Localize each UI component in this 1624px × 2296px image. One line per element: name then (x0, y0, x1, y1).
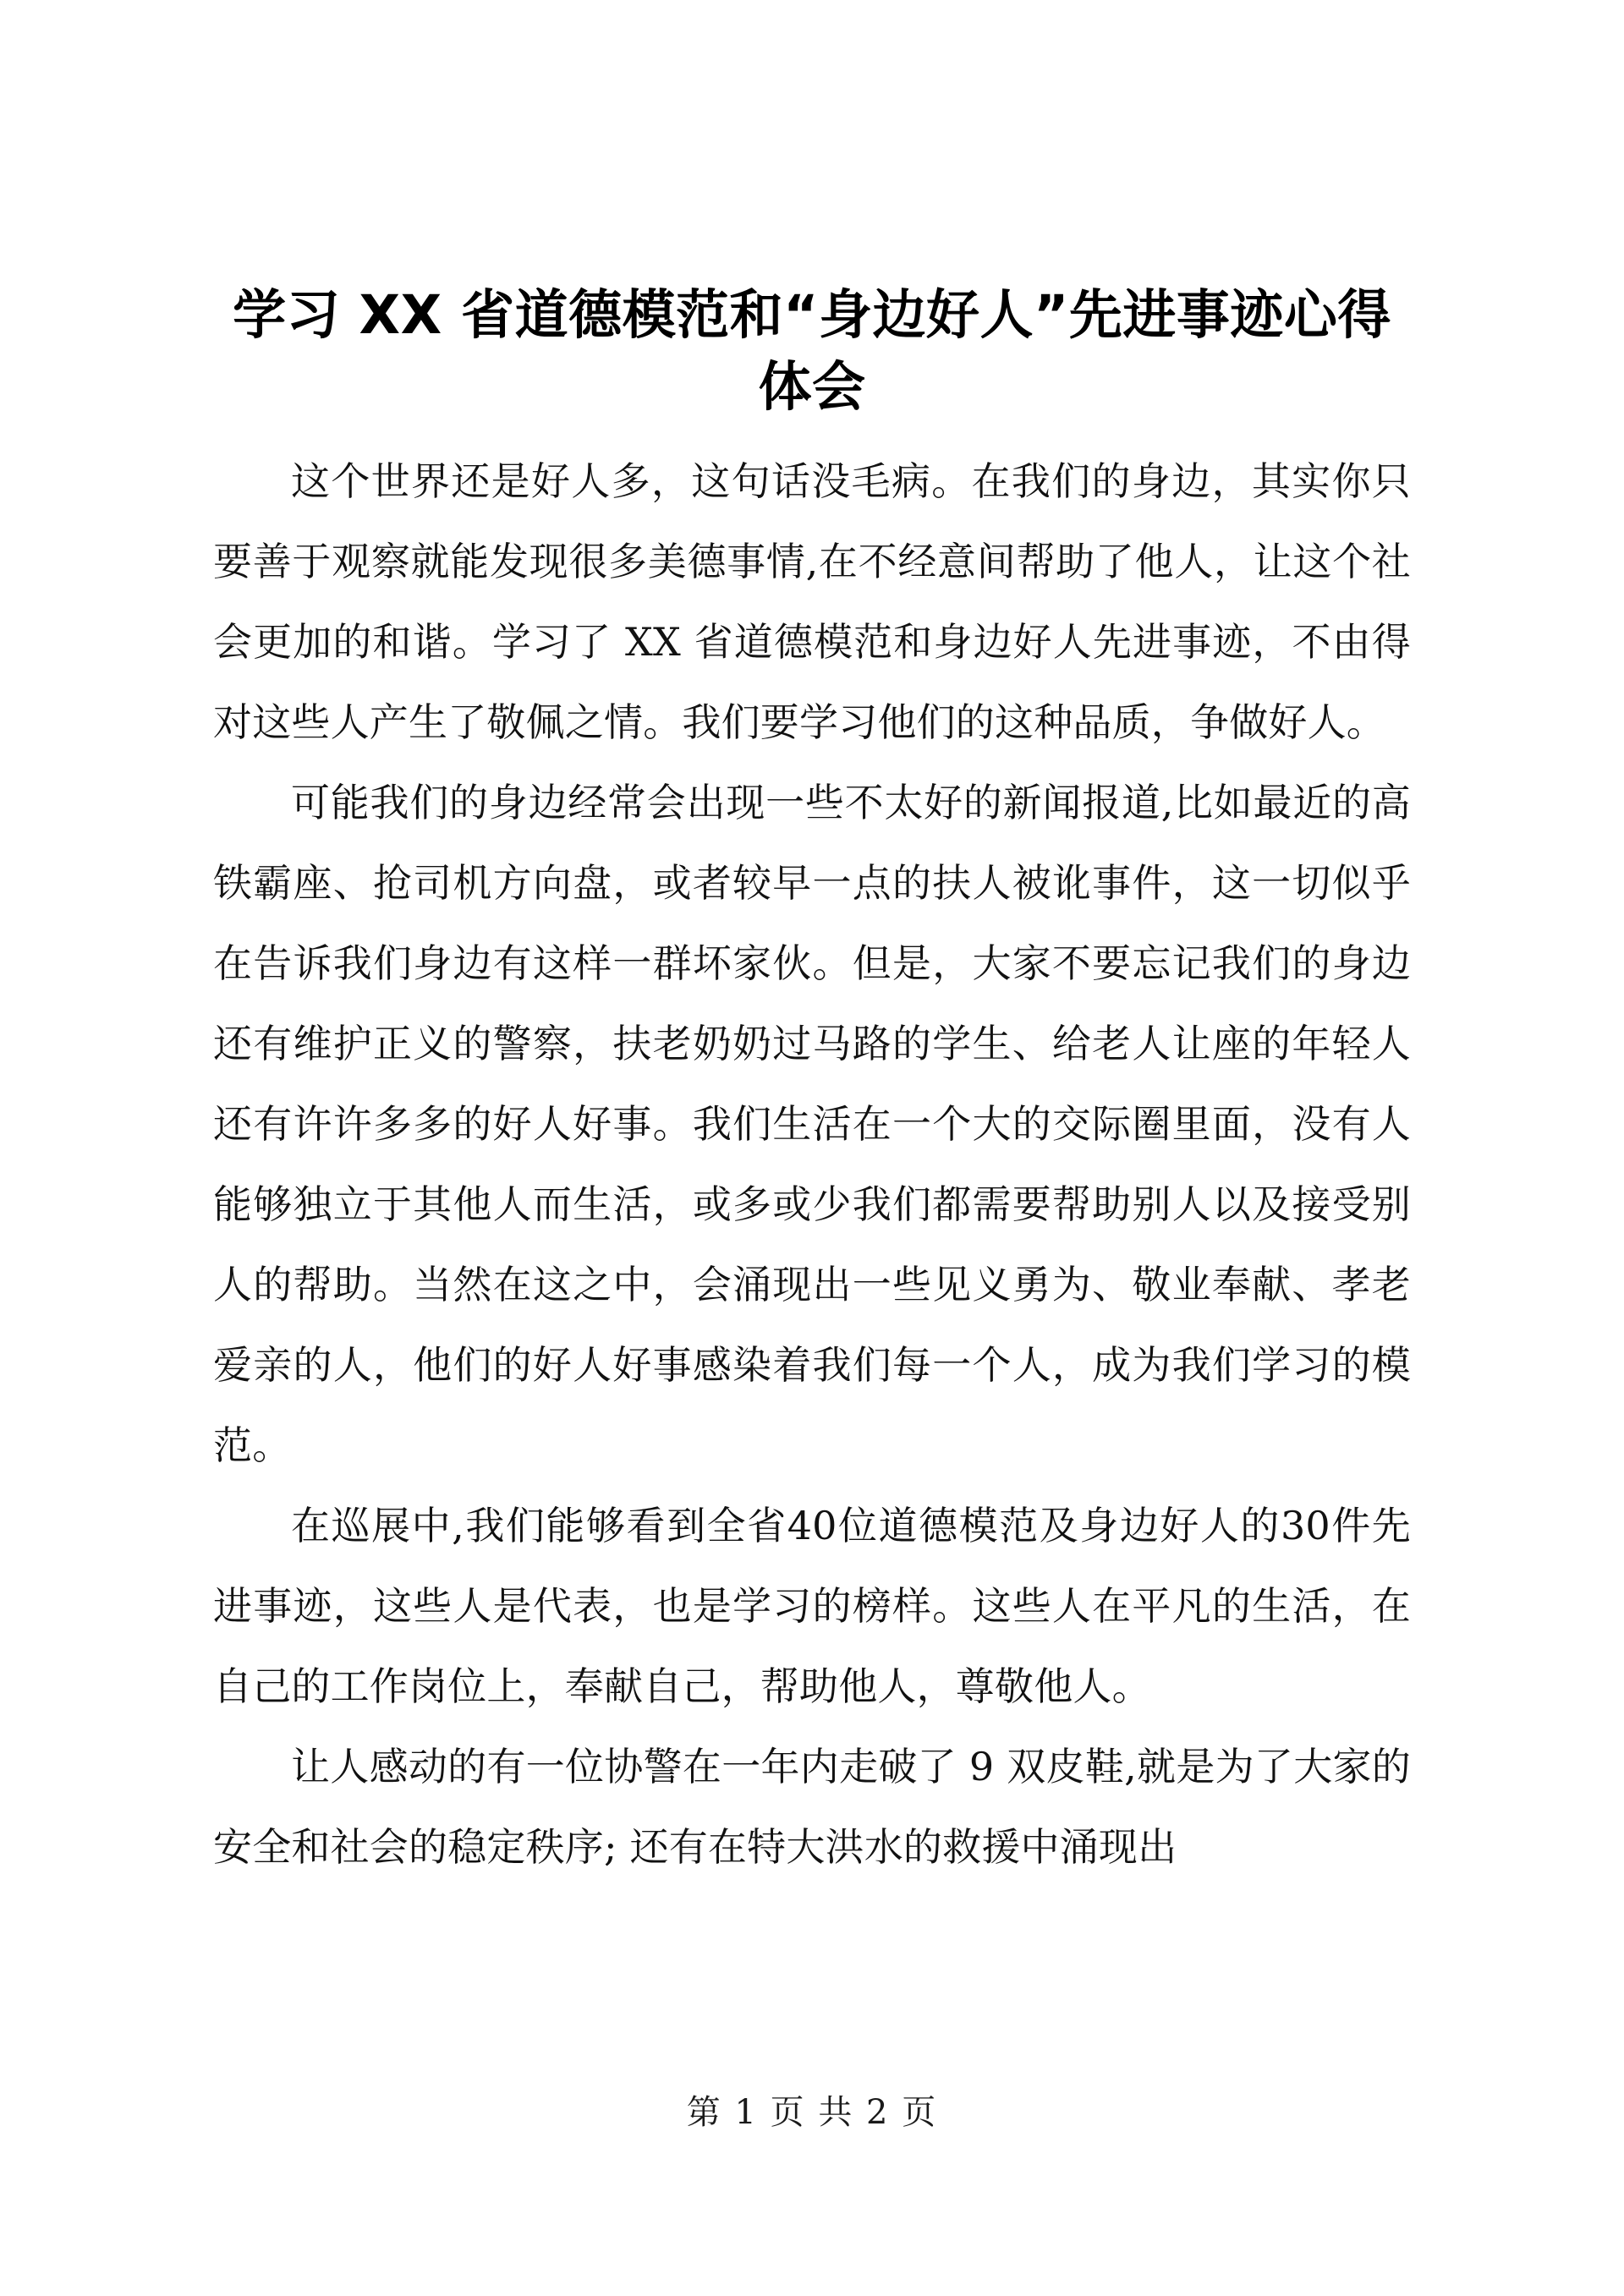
body-paragraph-2: 可能我们的身边经常会出现一些不太好的新闻报道,比如最近的高铁霸座、抢司机方向盘，或者较早一点的扶人被讹事件，这一切似乎在告诉我们身边有这样一群坏家伙。但是，大家不要忘记我们的身边还有维护正义的警察，扶老奶奶过马路的学生、给老人让座的年轻人还有许许多多的好人好事。我们生活在一个大的交际圈里面，没有人能够独立于其他人而生活，或多或少我们都需要帮助别人以及接受别人的帮助。当然在这之中，会涌现出一些见义勇为、敬业奉献、孝老爱亲的人，他们的好人好事感染着我们每一个人，成为我们学习的模范。 (213, 780, 1411, 1468)
document-body (213, 279, 1411, 1888)
body-paragraph-4: 让人感动的有一位协警在一年内走破了 9 双皮鞋,就是为了大家的安全和社会的稳定秩序; 还有在特大洪水的救援中涌现出 (213, 1744, 1411, 1870)
body-paragraph-1: 这个世界还是好人多，这句话没毛病。在我们的身边，其实你只要善于观察就能发现很多美德事情,在不经意间帮助了他人，让这个社会更加的和谐。学习了 XX 省道德模范和身边好人先进事迹，不由得对这些人产生了敬佩之情。我们要学习他们的这种品质，争做好人。 (213, 458, 1411, 745)
page-number-label: 第 1 页 共 2 页 (686, 2093, 938, 2132)
page-title: 学习 XX 省道德模范和“身边好人”先进事迹心得体会 (233, 284, 1391, 418)
page-footer (0, 2089, 1624, 2136)
body-paragraph-3: 在巡展中,我们能够看到全省40位道德模范及身边好人的30件先进事迹，这些人是代表，也是学习的榜样。这些人在平凡的生活，在自己的工作岗位上，奉献自己，帮助他人，尊敬他人。 (213, 1503, 1411, 1709)
